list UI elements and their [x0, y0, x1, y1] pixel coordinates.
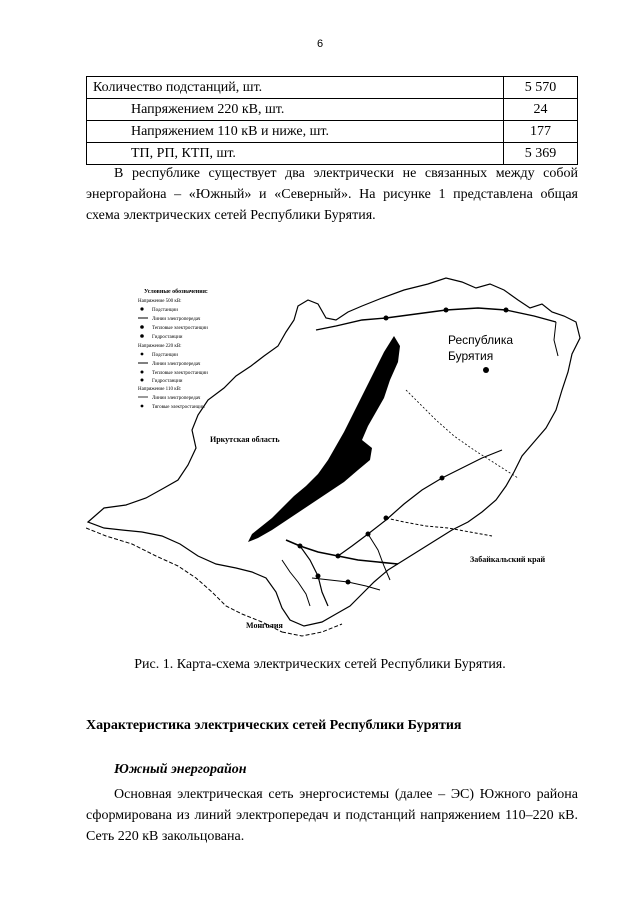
label-republic: Бурятия: [448, 349, 494, 363]
substation: [336, 554, 341, 559]
power-line: [316, 308, 556, 330]
legend-hpp-icon: [140, 334, 144, 338]
legend-substation-icon: [140, 307, 143, 310]
table-row: [87, 143, 578, 165]
legend-item: Линии электропередач: [152, 317, 201, 322]
figure-caption: Рис. 1. Карта-схема электрических сетей Республики Бурятия.: [134, 657, 506, 672]
page-number: 6: [316, 38, 324, 50]
substation: [298, 544, 303, 549]
legend-heading: Напряжение 110 кВ:: [138, 387, 182, 392]
legend-tpp-icon: [141, 371, 144, 374]
table-cell-label: Напряжением 220 кВ, шт.: [87, 99, 504, 121]
power-line: [282, 560, 310, 606]
substation: [384, 516, 389, 521]
label-republic: Республика: [448, 333, 514, 347]
substation: [366, 532, 371, 537]
table-row: [87, 121, 578, 143]
paragraph-intro: [86, 163, 578, 226]
subsection-title: Южный энергорайон: [114, 762, 247, 777]
paragraph-intro-text: В республике существует два электрически не связанных между собой энергорайона – «Южный» и «Северный». На рисунке 1 представлена общая схема электрических сетей Республики Бурятия.: [86, 166, 578, 223]
table-row: [87, 77, 578, 99]
power-line: [300, 546, 328, 606]
legend-item: Линии электропередач: [152, 396, 201, 401]
legend-tpp-icon: [140, 325, 144, 329]
substations-table: [86, 76, 578, 165]
substation: [384, 316, 389, 321]
electric-network-map: [86, 260, 582, 640]
power-line: [286, 540, 398, 564]
table-cell-value: 177: [504, 121, 578, 143]
legend-title: Условные обозначения:: [144, 289, 208, 295]
legend-item: Гидростанции: [152, 335, 183, 340]
label-irkutsk: Иркутская область: [210, 435, 280, 444]
table-cell-value: 5 570: [504, 77, 578, 99]
paragraph-south-text: Основная электрическая сеть энергосистемы (далее – ЭС) Южного района сформирована из линий электропередач и подстанций напряжением 110–220 кВ. Сеть 220 кВ закольцована.: [86, 787, 578, 844]
substation: [504, 308, 509, 313]
legend-item: Тяговые электростанции: [152, 405, 205, 410]
state-border: [86, 528, 342, 636]
map-legend: [138, 288, 208, 410]
legend-heading: Напряжение 220 кВ:: [138, 344, 182, 349]
table-cell-value: 5 369: [504, 143, 578, 165]
table-cell-label: ТП, РП, КТП, шт.: [87, 143, 504, 165]
table-row: [87, 99, 578, 121]
substation: [316, 574, 321, 579]
table-cell-label: Напряжением 110 кВ и ниже, шт.: [87, 121, 504, 143]
legend-item: Гидростанции: [152, 379, 183, 384]
paragraph-south: [86, 784, 578, 847]
section-title: Характеристика электрических сетей Республики Бурятия: [86, 718, 462, 733]
legend-item: Подстанции: [152, 308, 178, 313]
power-line: [386, 518, 492, 536]
substation: [444, 308, 449, 313]
label-mongolia: Монголия: [246, 621, 283, 630]
substation: [346, 580, 351, 585]
legend-hpp-icon: [141, 379, 144, 382]
legend-heading: Напряжение 500 кВ:: [138, 299, 182, 304]
legend-item: Тепловые электростанции: [152, 371, 208, 376]
label-zabaikalsky: Забайкальский край: [470, 555, 546, 564]
table-cell-label: Количество подстанций, шт.: [87, 77, 504, 99]
power-line: [312, 578, 380, 590]
legend-substation-icon: [141, 353, 144, 356]
substation: [483, 367, 489, 373]
power-line: [554, 322, 558, 356]
power-line: [406, 390, 518, 478]
legend-item: Линии электропередач: [152, 362, 201, 367]
legend-traction-icon: [141, 405, 144, 408]
legend-item: Подстанции: [152, 353, 178, 358]
table-cell-value: 24: [504, 99, 578, 121]
power-line: [368, 534, 390, 580]
legend-item: Тепловые электростанции: [152, 326, 208, 331]
substation: [440, 476, 445, 481]
